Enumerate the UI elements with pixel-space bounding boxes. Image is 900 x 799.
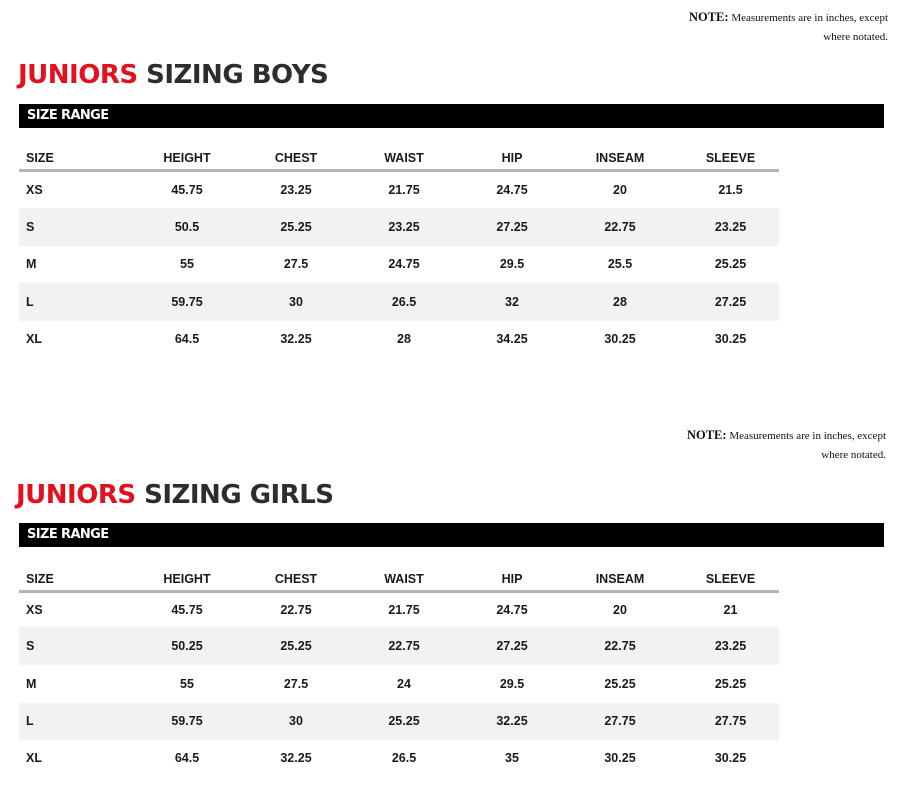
table-cell: S [19, 208, 124, 246]
column-header: CHEST [250, 138, 342, 171]
column-header: CHEST [250, 559, 342, 592]
table-cell: 34.25 [496, 332, 528, 346]
table-cell: 24.75 [496, 182, 528, 197]
table-cell: XL [26, 332, 42, 346]
table-cell: 55 [180, 676, 194, 691]
note-text-continued: where notated. [823, 31, 888, 43]
table-cell: 27.75 [682, 703, 779, 740]
table-cell: 21.75 [388, 602, 420, 617]
size-table [19, 138, 779, 358]
table-cell: XL [26, 751, 42, 765]
measurement-note [689, 8, 888, 47]
table-cell: 28 [558, 283, 682, 321]
table-row [19, 592, 779, 627]
measurement-note [687, 426, 886, 465]
table-header-row [19, 559, 779, 592]
table-cell: 29.5 [499, 676, 525, 691]
size-range-bar [19, 523, 884, 547]
table-cell: 32.25 [466, 703, 558, 740]
column-header: SLEEVE [682, 138, 779, 171]
table-cell: 21.5 [718, 182, 743, 197]
table-row [19, 171, 779, 208]
note-text: Measurements are in inches, except [726, 430, 886, 442]
table-cell: 21 [723, 602, 738, 617]
table-row [19, 283, 779, 321]
column-header: INSEAM [558, 138, 682, 171]
title-text: SIZING BOYS [137, 60, 329, 90]
size-table [19, 559, 779, 777]
title-brand: JUNIORS [16, 480, 136, 510]
note-text: Measurements are in inches, except [728, 12, 888, 24]
table-cell: M [26, 676, 37, 691]
table-cell: 30.25 [714, 332, 747, 346]
table-cell: 20 [613, 182, 627, 197]
note-label: NOTE: [686, 428, 727, 442]
table-cell: 59.75 [124, 283, 250, 321]
table-row [19, 703, 779, 740]
column-header: HIP [466, 559, 558, 592]
table-row [19, 627, 779, 665]
table-cell: 45.75 [171, 602, 203, 617]
column-header: SIZE [19, 559, 124, 592]
table-cell: 25.5 [607, 257, 633, 271]
table-row [19, 321, 779, 358]
table-cell: 27.75 [558, 703, 682, 740]
note-label: NOTE: [688, 10, 729, 24]
table-cell: 27.25 [466, 208, 558, 246]
column-header: HIP [466, 138, 558, 171]
table-cell: 30.25 [604, 751, 636, 765]
table-cell: 20 [613, 602, 627, 617]
page-title [16, 480, 334, 510]
table-cell: 50.5 [124, 208, 250, 246]
table-row [19, 208, 779, 246]
table-cell: 27.25 [682, 283, 779, 321]
table-cell: 30 [250, 283, 342, 321]
table-cell: L [19, 283, 124, 321]
table-cell: 27.5 [283, 257, 309, 271]
table-cell: 25.25 [342, 703, 466, 740]
size-range-bar [19, 104, 884, 128]
column-header: WAIST [342, 559, 466, 592]
column-header: INSEAM [558, 559, 682, 592]
column-header: HEIGHT [124, 138, 250, 171]
table-cell: 23.25 [280, 182, 312, 197]
table-cell: 23.25 [682, 208, 779, 246]
table-row [19, 740, 779, 777]
column-header: SLEEVE [682, 559, 779, 592]
size-range-label: SIZE RANGE [27, 108, 109, 123]
table-row [19, 246, 779, 283]
table-cell: 32.25 [280, 332, 312, 346]
table-cell: XS [26, 602, 43, 617]
table-cell: 22.75 [558, 627, 682, 665]
table-cell: 25.25 [714, 676, 747, 691]
table-cell: 24 [397, 676, 411, 691]
table-cell: XS [26, 182, 43, 197]
table-cell: 24.75 [388, 257, 420, 271]
table-cell: 28 [397, 332, 411, 346]
table-cell: 25.25 [604, 676, 636, 691]
table-cell: S [19, 627, 124, 665]
table-cell: L [19, 703, 124, 740]
table-cell: 64.5 [174, 332, 200, 346]
column-header: HEIGHT [124, 559, 250, 592]
table-cell: 35 [505, 751, 519, 765]
page-title [18, 60, 328, 90]
table-cell: 30.25 [714, 751, 747, 765]
table-row [19, 665, 779, 703]
table-header-row [19, 138, 779, 171]
table-cell: 23.25 [342, 208, 466, 246]
table-cell: 59.75 [124, 703, 250, 740]
table-cell: 24.75 [496, 602, 528, 617]
size-range-label: SIZE RANGE [27, 527, 109, 542]
table-cell: 32.25 [280, 751, 312, 765]
table-cell: 30.25 [604, 332, 636, 346]
table-cell: 27.25 [466, 627, 558, 665]
table-cell: 25.25 [714, 257, 747, 271]
column-header: WAIST [342, 138, 466, 171]
note-text-continued: where notated. [821, 449, 886, 461]
table-cell: 45.75 [171, 182, 203, 197]
table-cell: 27.5 [283, 676, 309, 691]
title-text: SIZING GIRLS [135, 480, 334, 510]
column-header: SIZE [19, 138, 124, 171]
table-cell: 23.25 [682, 627, 779, 665]
table-cell: 32 [466, 283, 558, 321]
table-cell: 22.75 [342, 627, 466, 665]
table-cell: 64.5 [174, 751, 200, 765]
table-cell: 22.75 [558, 208, 682, 246]
table-cell: 25.25 [250, 627, 342, 665]
table-cell: 25.25 [250, 208, 342, 246]
table-cell: 22.75 [280, 602, 312, 617]
table-cell: 26.5 [342, 283, 466, 321]
table-cell: M [26, 257, 37, 271]
title-brand: JUNIORS [18, 60, 138, 90]
table-cell: 30 [250, 703, 342, 740]
table-cell: 26.5 [391, 751, 417, 765]
table-cell: 21.75 [388, 182, 420, 197]
table-cell: 29.5 [499, 257, 525, 271]
table-cell: 55 [180, 257, 194, 271]
table-cell: 50.25 [124, 627, 250, 665]
